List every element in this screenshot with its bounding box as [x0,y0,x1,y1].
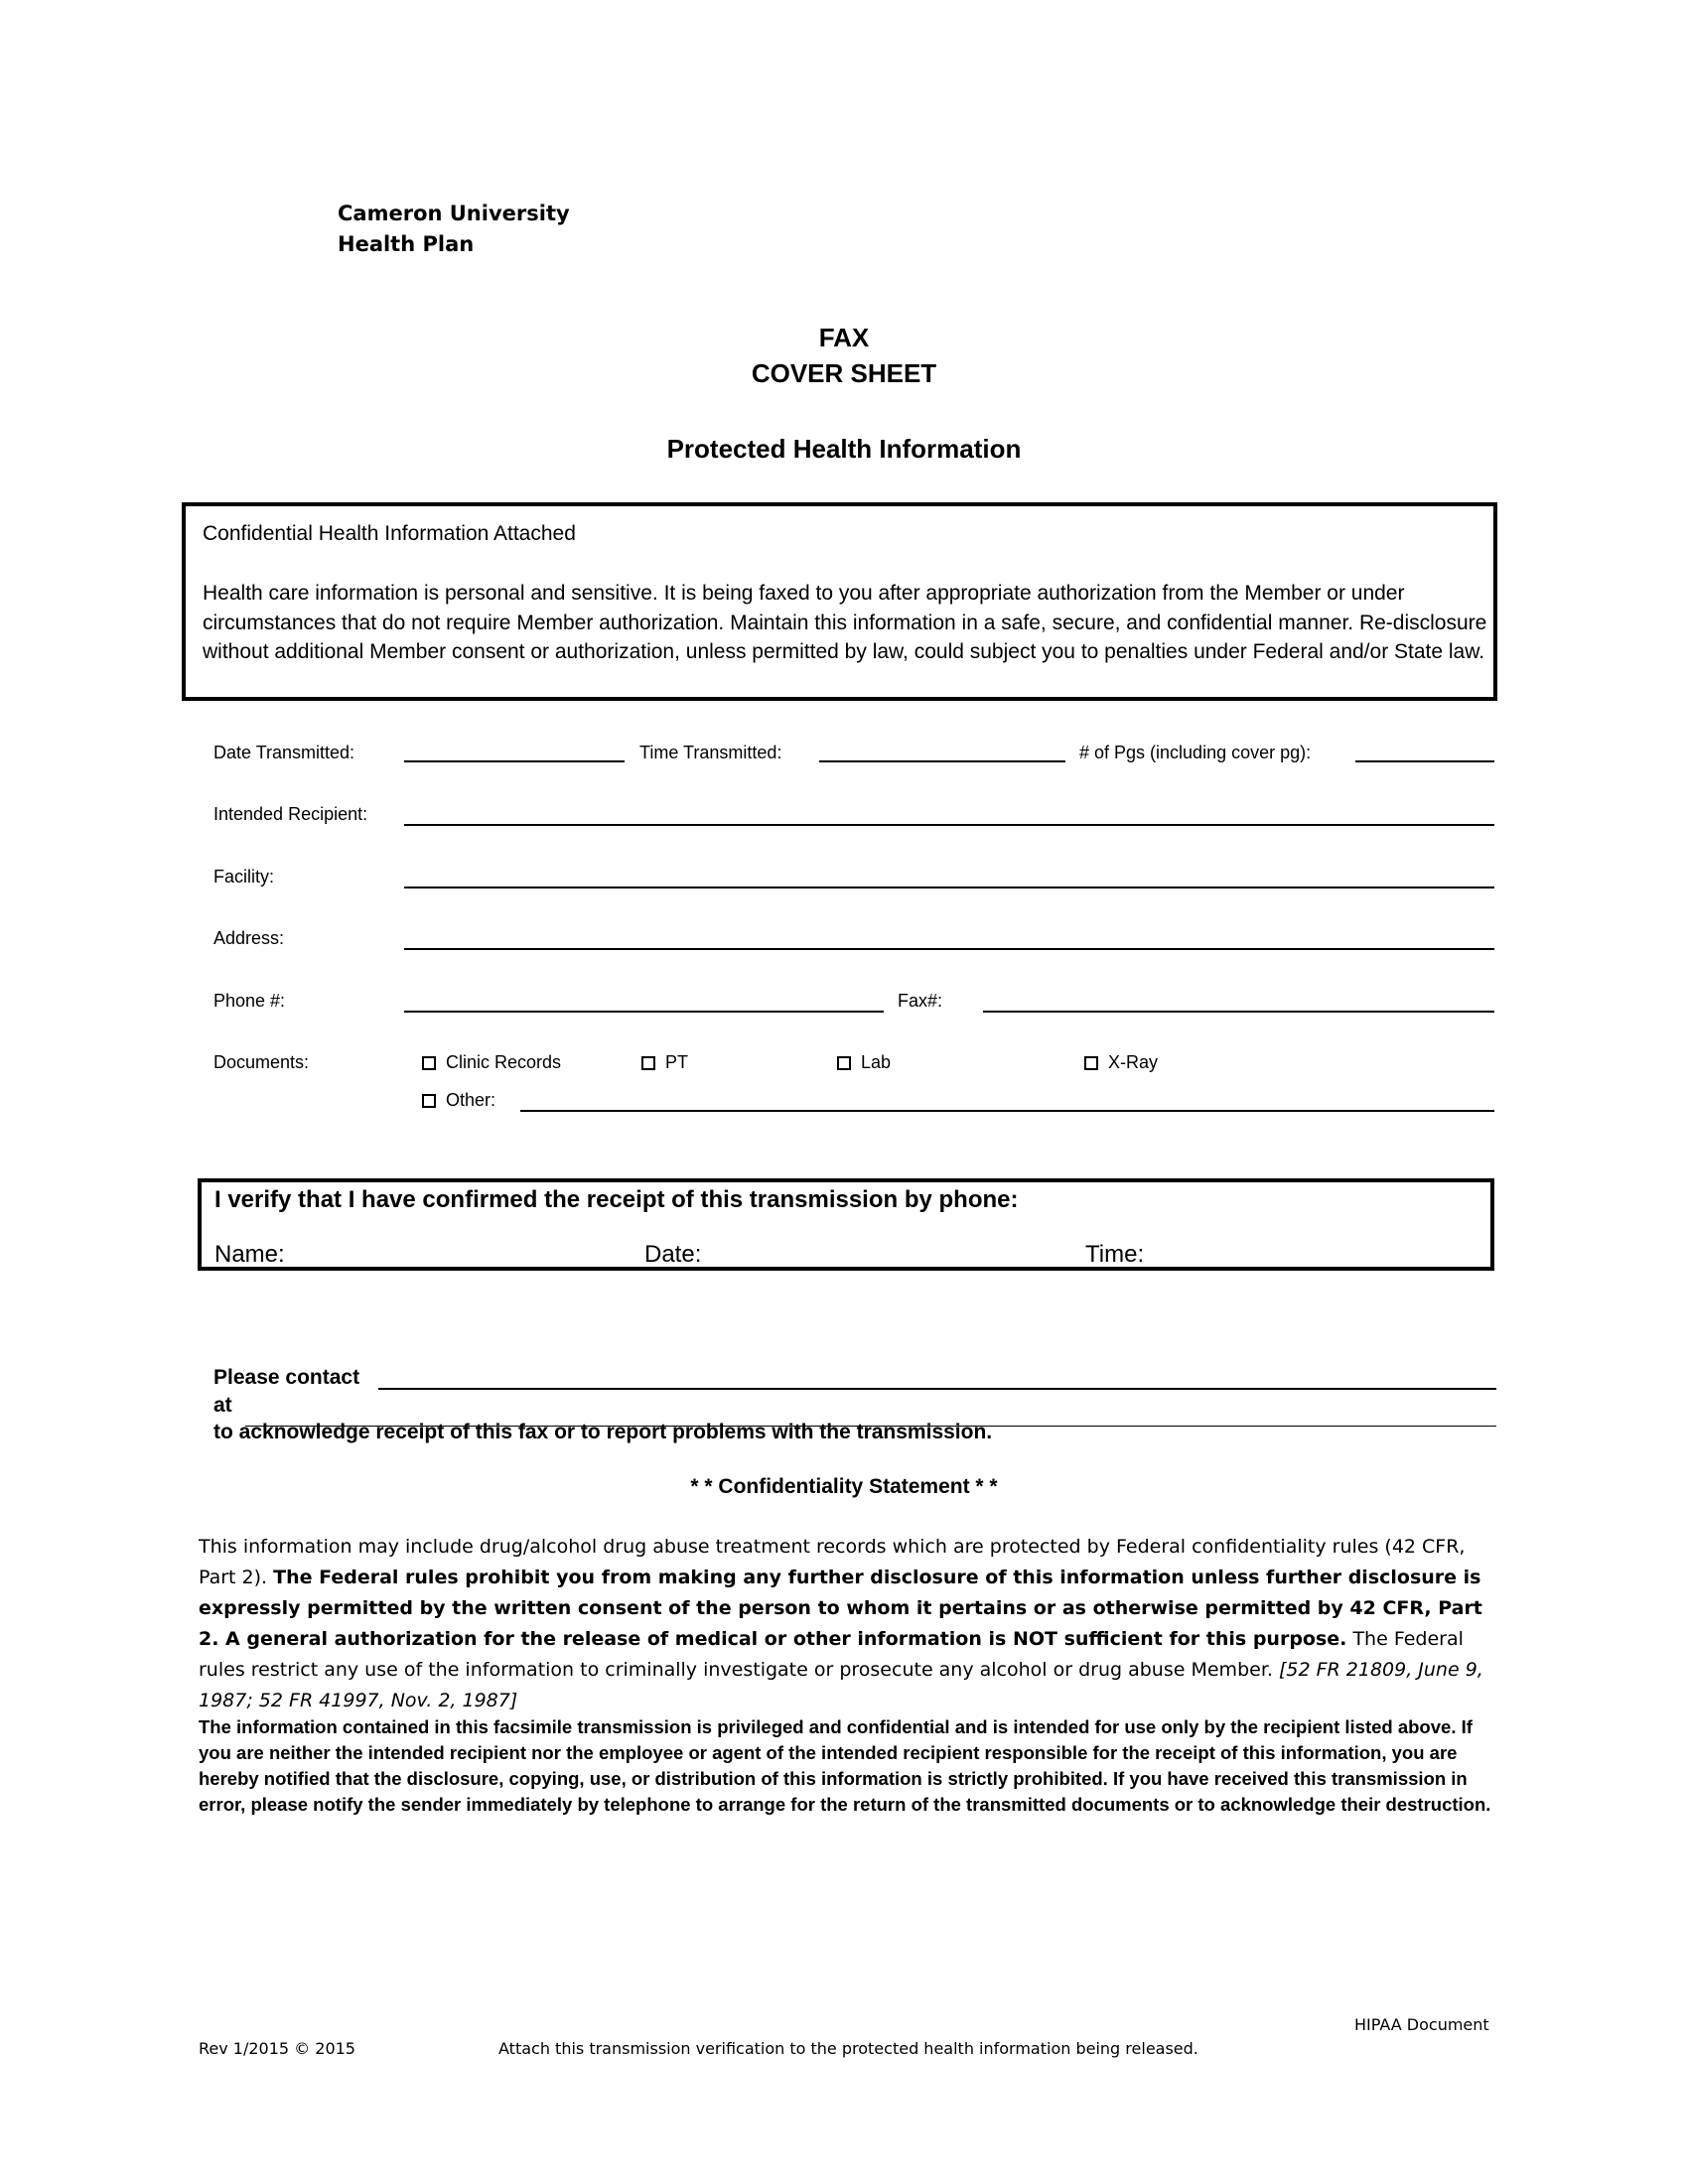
confidentiality-text-bold: The Federal rules prohibit you from making any further disclosure of this information unless further disclosure is expressly permitted by the written consent of the person to whom it pertains or as otherwise permitted by 42 CFR, Part 2. A general authorization for the release of medical or other information is NOT sufficient for this purpose. [199,1567,1482,1650]
intended-recipient-field[interactable] [404,824,1494,826]
address-field[interactable] [404,948,1494,950]
time-transmitted-field[interactable] [819,760,1065,762]
time-transmitted-label: Time Transmitted: [639,743,782,762]
verification-box [198,1178,1494,1271]
confidentiality-text-1: This information may include drug/alcohol drug abuse treatment records which are protected by Federal confidentiality rules (42 CFR, Part 2). [199,1536,1466,1588]
hipaa-document-label: HIPAA Document [1354,2015,1489,2034]
doc-xray-label: X-Ray [1108,1052,1159,1072]
org-line-2: Health Plan [338,232,475,256]
page-count-field[interactable] [1355,760,1494,762]
confidentiality-citation: [52 FR 21809, June 9, 1987; 52 FR 41997, Nov. 2, 1987] [199,1659,1483,1711]
doc-clinic-records-label: Clinic Records [446,1052,562,1072]
phone-field[interactable] [404,1011,884,1013]
phone-label: Phone #: [213,991,286,1011]
legal-disclaimer: The information contained in this facsimile transmission is privileged and confidential and is intended for use only by the recipient listed above. If you are neither the intended recipient nor the employee or agent of the intended recipient responsible for the receipt of this information, you are hereby notified that the disclosure, copying, use, or distribution of this information is strictly prohibited. If you have received this transmission in error, please notify the sender immediately by telephone to arrange for the return of the transmitted documents or to acknowledge their destruction. [199,1716,1491,1815]
checkbox-clinic-records[interactable] [422,1056,436,1070]
documents-label: Documents: [213,1052,310,1072]
date-transmitted-field[interactable] [404,760,625,762]
facility-label: Facility: [213,867,275,887]
doc-pt-option[interactable] [641,1052,688,1073]
checkbox-lab[interactable] [837,1056,851,1070]
attach-instruction: Attach this transmission verification to the protected health information being released. [498,2039,1198,2058]
verify-name-label: Name: [214,1241,285,1268]
acknowledge-receipt-text: to acknowledge receipt of this fax or to report problems with the transmission. [213,1421,993,1443]
address-label: Address: [213,928,285,948]
confidential-notice-box [182,502,1497,701]
notice-heading: Confidential Health Information Attached [203,522,576,545]
org-line-1: Cameron University [338,202,570,225]
intended-recipient-label: Intended Recipient: [213,804,368,824]
fax-label: Fax#: [898,991,943,1011]
checkbox-pt[interactable] [641,1056,655,1070]
title-fax: FAX [818,323,870,352]
contact-name-field[interactable] [378,1388,1496,1390]
facility-field[interactable] [404,887,1494,888]
doc-clinic-records-option[interactable] [422,1052,561,1073]
date-transmitted-label: Date Transmitted: [213,743,355,762]
doc-other-label: Other: [446,1090,496,1110]
doc-lab-option[interactable] [837,1052,891,1073]
doc-other-option[interactable] [422,1090,495,1111]
confidentiality-text-2: The Federal rules restrict any use of the information to criminally investigate or prosecute any alcohol or drug abuse Member. [199,1628,1464,1681]
please-contact-label: Please contact [213,1366,360,1389]
verify-time-label: Time: [1085,1241,1145,1268]
confidentiality-title: * * Confidentiality Statement * * [690,1475,998,1498]
doc-lab-label: Lab [861,1052,892,1072]
revision-label: Rev 1/2015 © 2015 [199,2039,355,2058]
doc-pt-label: PT [665,1052,689,1072]
title-cover-sheet: COVER SHEET [751,358,937,388]
notice-body: Health care information is personal and sensitive. It is being faxed to you after appropriate authorization from the Member or under circumstances that do not require Member authorization. Maintain this information in a safe, secure, and confidential manner. Re-disclosure without additional Member consent or authorization, unless permitted by law, could subject you to penalties under Federal and/or State law. [203,582,1487,663]
checkbox-other[interactable] [422,1094,436,1108]
verify-date-label: Date: [644,1241,702,1268]
verification-statement: I verify that I have confirmed the receipt of this transmission by phone: [214,1186,1019,1213]
confidentiality-paragraph [199,1532,1499,1716]
page-count-label: # of Pgs (including cover pg): [1079,743,1312,762]
contact-at-label: at [213,1394,232,1417]
doc-other-field[interactable] [520,1110,1494,1112]
fax-field[interactable] [983,1011,1494,1013]
doc-xray-option[interactable] [1084,1052,1158,1073]
subtitle-protected-health-information: Protected Health Information [666,434,1022,464]
checkbox-xray[interactable] [1084,1056,1098,1070]
organization-name [338,199,570,260]
